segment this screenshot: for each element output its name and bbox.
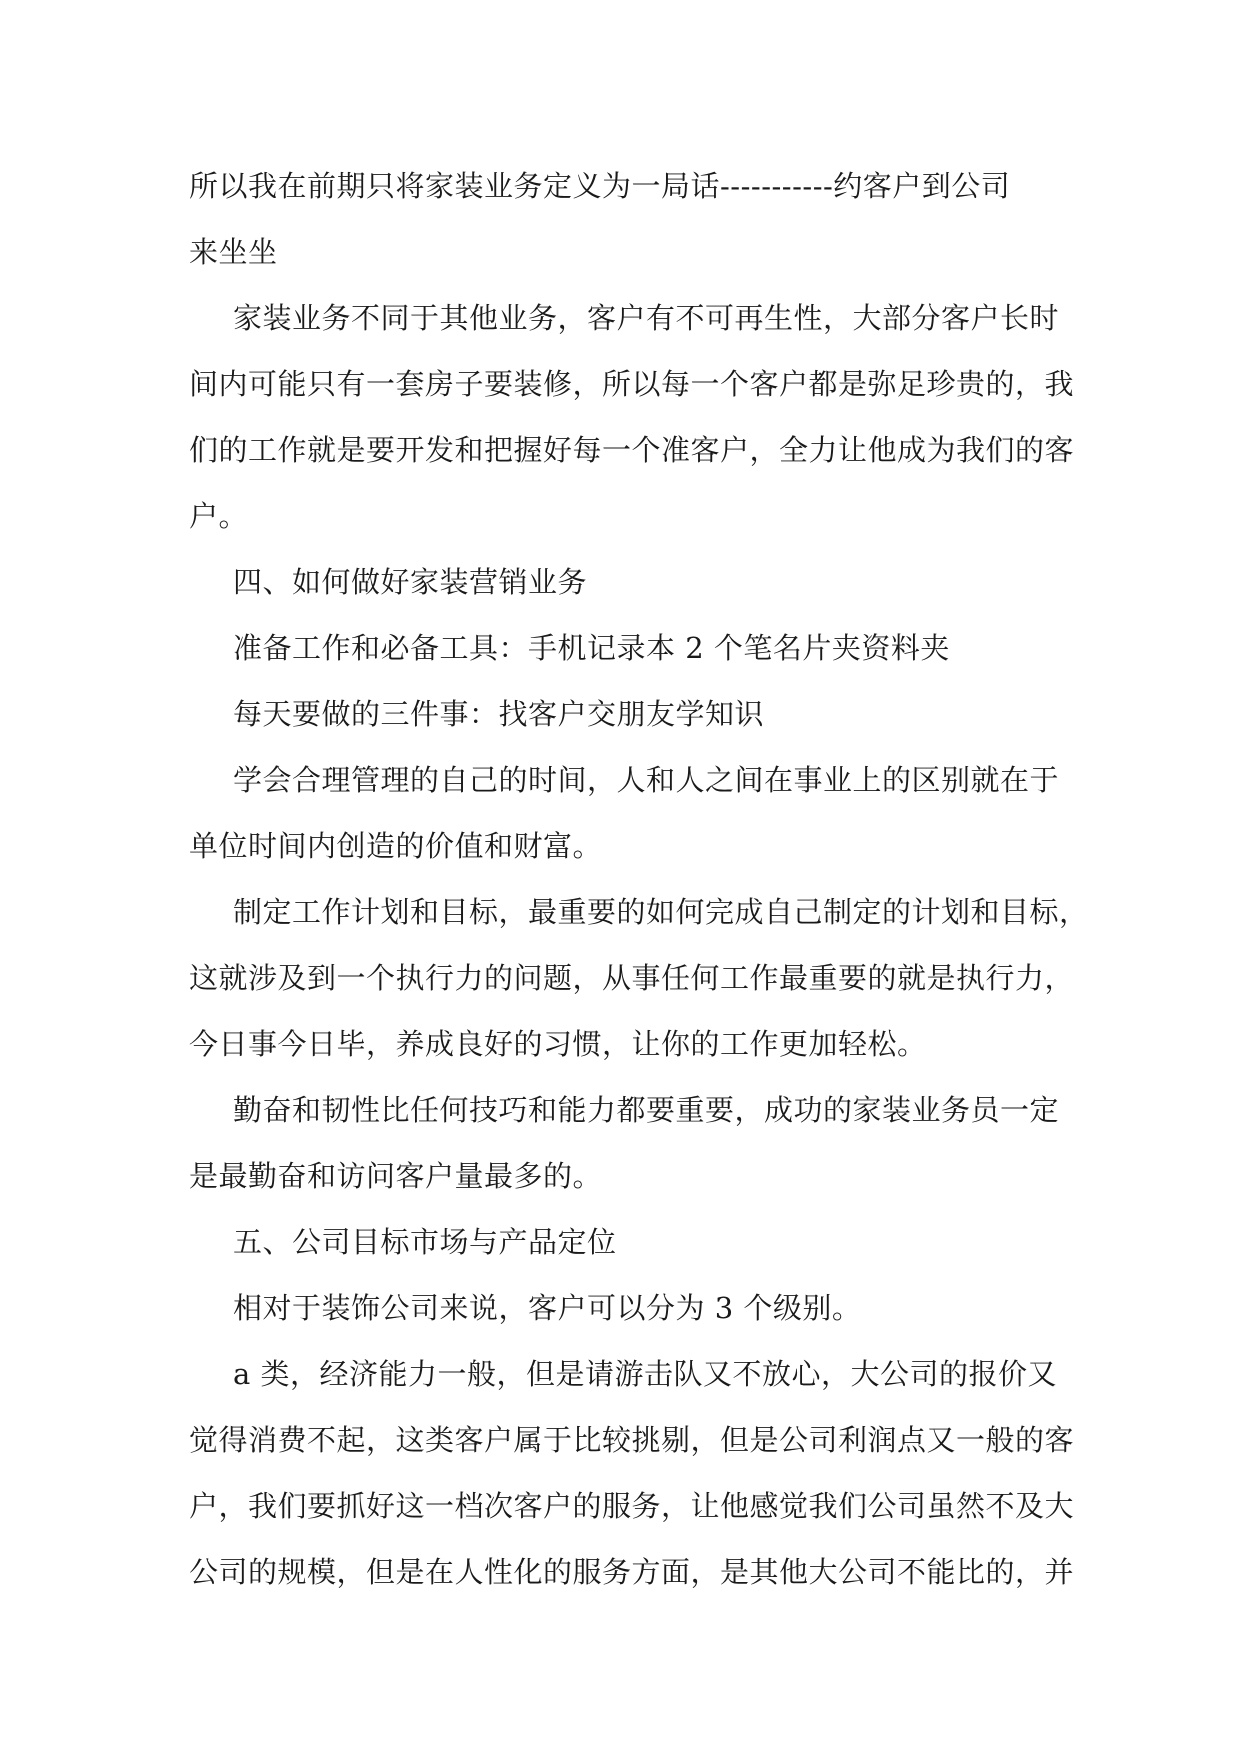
paragraph xyxy=(189,1341,1075,1605)
text-line: 相对于装饰公司来说，客户可以分为 3 个级别。 xyxy=(233,1291,862,1325)
text-line: 间内可能只有一套房子要装修，所以每一个客户都是弥足珍贵的，我 xyxy=(189,367,1075,401)
paragraph xyxy=(189,153,1057,285)
text-line: 单位时间内创造的价值和财富。 xyxy=(189,829,603,863)
text-line: 五、公司目标市场与产品定位 xyxy=(233,1225,617,1259)
text-line: 户，我们要抓好这一档次客户的服务，让他感觉我们公司虽然不及大 xyxy=(189,1489,1075,1523)
paragraph xyxy=(189,285,1075,549)
paragraph xyxy=(189,615,1057,681)
text-line: 家装业务不同于其他业务，客户有不可再生性，大部分客户长时 xyxy=(233,301,1060,335)
text-line: 四、如何做好家装营销业务 xyxy=(233,565,588,599)
text-line: 觉得消费不起，这类客户属于比较挑剔，但是公司利润点又一般的客 xyxy=(189,1423,1075,1457)
text-line: 来坐坐 xyxy=(189,235,278,269)
paragraph xyxy=(189,681,1057,747)
text-line: 们的工作就是要开发和把握好每一个准客户，全力让他成为我们的客 xyxy=(189,433,1075,467)
text-line: 公司的规模，但是在人性化的服务方面，是其他大公司不能比的，并 xyxy=(189,1555,1075,1589)
section-heading xyxy=(189,549,1057,615)
paragraph xyxy=(189,1077,1060,1209)
text-line: 户。 xyxy=(189,499,249,533)
text-line: 准备工作和必备工具：手机记录本 2 个笔名片夹资料夹 xyxy=(233,631,950,665)
text-line: 每天要做的三件事：找客户交朋友学知识 xyxy=(233,697,765,731)
text-line: 是最勤奋和访问客户量最多的。 xyxy=(189,1159,603,1193)
text-line: 学会合理管理的自己的时间，人和人之间在事业上的区别就在于 xyxy=(233,763,1060,797)
paragraph xyxy=(189,879,1089,1077)
text-line: 这就涉及到一个执行力的问题，从事任何工作最重要的就是执行力， xyxy=(189,961,1075,995)
text-line: 勤奋和韧性比任何技巧和能力都要重要，成功的家装业务员一定 xyxy=(233,1093,1060,1127)
section-heading xyxy=(189,1209,1057,1275)
text-line: 所以我在前期只将家装业务定义为一局话-----------约客户到公司 xyxy=(189,169,1011,203)
text-line: a 类，经济能力一般，但是请游击队又不放心，大公司的报价又 xyxy=(233,1357,1058,1391)
document-body xyxy=(189,153,1089,1605)
paragraph xyxy=(189,1275,1057,1341)
paragraph xyxy=(189,747,1060,879)
text-line: 制定工作计划和目标，最重要的如何完成自己制定的计划和目标， xyxy=(233,895,1089,929)
text-line: 今日事今日毕，养成良好的习惯，让你的工作更加轻松。 xyxy=(189,1027,927,1061)
